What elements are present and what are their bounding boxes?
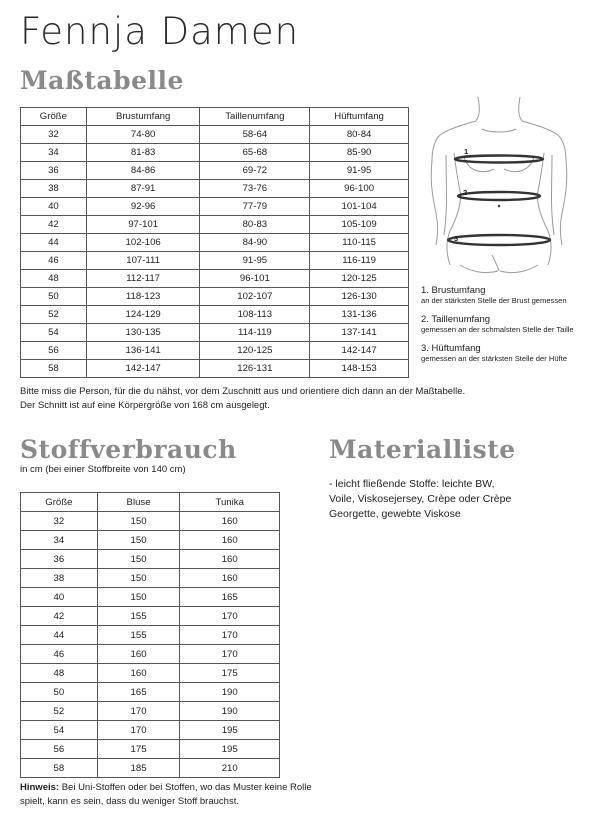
table-cell: 126-130 (310, 288, 409, 306)
table-cell: 34 (21, 144, 87, 162)
table-cell: 42 (21, 607, 98, 626)
table-cell: 96-100 (310, 180, 409, 198)
hip-measure-line (448, 235, 550, 245)
table-row (21, 626, 280, 645)
table-cell: 150 (97, 531, 180, 550)
table-cell: 65-68 (200, 144, 310, 162)
table-row (21, 702, 280, 721)
table-cell: 170 (180, 626, 280, 645)
size-chart-heading: Maßtabelle (20, 66, 184, 95)
materials-line2: Voile, Viskosejersey, Crèpe oder Crèpe (329, 493, 512, 505)
table-cell: 165 (97, 683, 180, 702)
table-row (21, 270, 409, 288)
table-cell: 34 (21, 531, 98, 550)
table-cell: 155 (97, 626, 180, 645)
table-cell: 92-96 (86, 198, 200, 216)
table-cell: 175 (97, 740, 180, 759)
hint-label: Hinweis: (20, 782, 60, 793)
table-cell: 170 (180, 645, 280, 664)
measure-note (20, 385, 465, 413)
table-cell: 142-147 (310, 342, 409, 360)
table-row (21, 288, 409, 306)
fabric-header-row (21, 493, 280, 512)
table-cell: 160 (180, 550, 280, 569)
fabric-heading: Stoffverbrauch (20, 435, 237, 464)
table-cell: 52 (21, 306, 87, 324)
table-cell: 58 (21, 759, 98, 778)
table-row (21, 126, 409, 144)
table-row (21, 144, 409, 162)
table-cell: 114-119 (200, 324, 310, 342)
measure-note-line1: Bitte miss die Person, für die du nähst, vor dem Zuschnitt aus und orientiere dich dann an der Maßtabelle. (20, 386, 466, 397)
column-header-hip: Hüftumfang (310, 108, 409, 126)
legend-item-waist: 2. Taillenumfang gemessen an der schmalsten Stelle der Taille (421, 314, 574, 334)
table-cell: 150 (97, 569, 180, 588)
table-row (21, 512, 280, 531)
measure-note-line2: Der Schnitt ist auf eine Körpergröße von 168 cm ausgelegt. (20, 400, 270, 411)
table-cell: 36 (21, 550, 98, 569)
table-cell: 150 (97, 550, 180, 569)
table-row (21, 664, 280, 683)
table-cell: 170 (97, 721, 180, 740)
table-cell: 40 (21, 588, 98, 607)
materials-text (329, 477, 511, 522)
table-cell: 74-80 (86, 126, 200, 144)
fabric-subheading: in cm (bei einer Stoffbreite von 140 cm) (20, 464, 186, 475)
table-cell: 56 (21, 342, 87, 360)
table-cell: 58-64 (200, 126, 310, 144)
table-cell: 190 (180, 702, 280, 721)
table-cell: 170 (97, 702, 180, 721)
table-row (21, 607, 280, 626)
table-cell: 85-90 (310, 144, 409, 162)
table-cell: 87-91 (86, 180, 200, 198)
hint-line2: spielt, kann es sein, dass du weniger Stoff brauchst. (20, 796, 239, 807)
table-cell: 101-104 (310, 198, 409, 216)
table-row (21, 252, 409, 270)
table-cell: 50 (21, 683, 98, 702)
table-cell: 131-136 (310, 306, 409, 324)
table-cell: 120-125 (200, 342, 310, 360)
table-cell: 32 (21, 512, 98, 531)
table-cell: 50 (21, 288, 87, 306)
navel-mark (498, 205, 501, 208)
table-row (21, 740, 280, 759)
materials-line3: Georgette, gewebte Viskose (329, 508, 461, 520)
table-cell: 160 (180, 512, 280, 531)
table-cell: 54 (21, 721, 98, 740)
measurement-legend (421, 285, 597, 363)
table-cell: 48 (21, 664, 98, 683)
table-row (21, 180, 409, 198)
table-cell: 185 (97, 759, 180, 778)
table-cell: 102-106 (86, 234, 200, 252)
table-cell: 175 (180, 664, 280, 683)
page-title: Fennja Damen (20, 10, 300, 53)
table-cell: 54 (21, 324, 87, 342)
size-chart-body (21, 126, 409, 378)
table-cell: 84-86 (86, 162, 200, 180)
table-cell: 44 (21, 234, 87, 252)
table-cell: 69-72 (200, 162, 310, 180)
torso-outline (431, 97, 567, 273)
table-cell: 126-131 (200, 360, 310, 378)
table-cell: 195 (180, 721, 280, 740)
column-header-blouse: Bluse (97, 493, 180, 512)
table-cell: 52 (21, 702, 98, 721)
table-row (21, 216, 409, 234)
table-cell: 170 (180, 607, 280, 626)
column-header-size: Größe (21, 108, 87, 126)
bust-measure-line (455, 156, 543, 163)
table-cell: 165 (180, 588, 280, 607)
fabric-body (21, 512, 280, 778)
fabric-table (20, 492, 280, 778)
table-cell: 116-119 (310, 252, 409, 270)
table-cell: 32 (21, 126, 87, 144)
table-cell: 84-90 (200, 234, 310, 252)
waist-measure-line (458, 192, 540, 200)
table-cell: 150 (97, 512, 180, 531)
hint-note (20, 781, 312, 809)
table-cell: 56 (21, 740, 98, 759)
table-cell: 195 (180, 740, 280, 759)
table-cell: 105-109 (310, 216, 409, 234)
table-cell: 136-141 (86, 342, 200, 360)
table-row (21, 234, 409, 252)
table-cell: 190 (180, 683, 280, 702)
column-header-tunic: Tunika (180, 493, 280, 512)
table-cell: 48 (21, 270, 87, 288)
table-cell: 44 (21, 626, 98, 645)
table-cell: 46 (21, 252, 87, 270)
table-row (21, 198, 409, 216)
table-cell: 160 (180, 569, 280, 588)
table-row (21, 759, 280, 778)
table-cell: 36 (21, 162, 87, 180)
marker-3: 3 (454, 234, 459, 243)
table-row (21, 569, 280, 588)
table-cell: 118-123 (86, 288, 200, 306)
table-row (21, 645, 280, 664)
table-row (21, 360, 409, 378)
table-cell: 38 (21, 569, 98, 588)
table-row (21, 588, 280, 607)
size-chart-table (20, 107, 409, 378)
table-cell: 155 (97, 607, 180, 626)
materials-line1: - leicht fließende Stoffe: leichte BW, (329, 478, 495, 490)
table-cell: 120-125 (310, 270, 409, 288)
table-row (21, 342, 409, 360)
table-cell: 150 (97, 588, 180, 607)
table-cell: 160 (97, 645, 180, 664)
table-row (21, 683, 280, 702)
table-cell: 58 (21, 360, 87, 378)
table-cell: 38 (21, 180, 87, 198)
column-header-size: Größe (21, 493, 98, 512)
table-cell: 91-95 (310, 162, 409, 180)
table-cell: 40 (21, 198, 87, 216)
legend-item-bust: 1. Brustumfang an der stärksten Stelle der Brust gemessen (421, 285, 567, 305)
table-cell: 160 (180, 531, 280, 550)
column-header-waist: Taillenumfang (200, 108, 310, 126)
table-cell: 80-83 (200, 216, 310, 234)
marker-1: 1 (464, 147, 469, 156)
table-cell: 80-84 (310, 126, 409, 144)
table-cell: 107-111 (86, 252, 200, 270)
table-cell: 73-76 (200, 180, 310, 198)
table-cell: 112-117 (86, 270, 200, 288)
table-cell: 148-153 (310, 360, 409, 378)
table-cell: 42 (21, 216, 87, 234)
size-chart-header-row (21, 108, 409, 126)
table-cell: 124-129 (86, 306, 200, 324)
table-cell: 108-113 (200, 306, 310, 324)
table-cell: 130-135 (86, 324, 200, 342)
table-cell: 160 (97, 664, 180, 683)
table-cell: 97-101 (86, 216, 200, 234)
body-measurement-figure (420, 95, 580, 280)
table-row (21, 550, 280, 569)
materials-heading: Materialliste (329, 435, 516, 464)
table-row (21, 531, 280, 550)
marker-2: 2 (463, 188, 468, 197)
legend-item-hip: 3. Hüftumfang gemessen an der stärksten Stelle der Hüfte (421, 343, 568, 363)
table-cell: 137-141 (310, 324, 409, 342)
table-cell: 96-101 (200, 270, 310, 288)
table-row (21, 324, 409, 342)
table-row (21, 162, 409, 180)
hint-line1: Hinweis: Bei Uni-Stoffen oder bei Stoffen, wo das Muster keine Rolle (20, 782, 312, 793)
table-cell: 77-79 (200, 198, 310, 216)
table-row (21, 721, 280, 740)
table-cell: 46 (21, 645, 98, 664)
table-cell: 210 (180, 759, 280, 778)
table-cell: 142-147 (86, 360, 200, 378)
table-cell: 110-115 (310, 234, 409, 252)
column-header-bust: Brustumfang (86, 108, 200, 126)
table-cell: 102-107 (200, 288, 310, 306)
table-cell: 81-83 (86, 144, 200, 162)
table-row (21, 306, 409, 324)
table-cell: 91-95 (200, 252, 310, 270)
